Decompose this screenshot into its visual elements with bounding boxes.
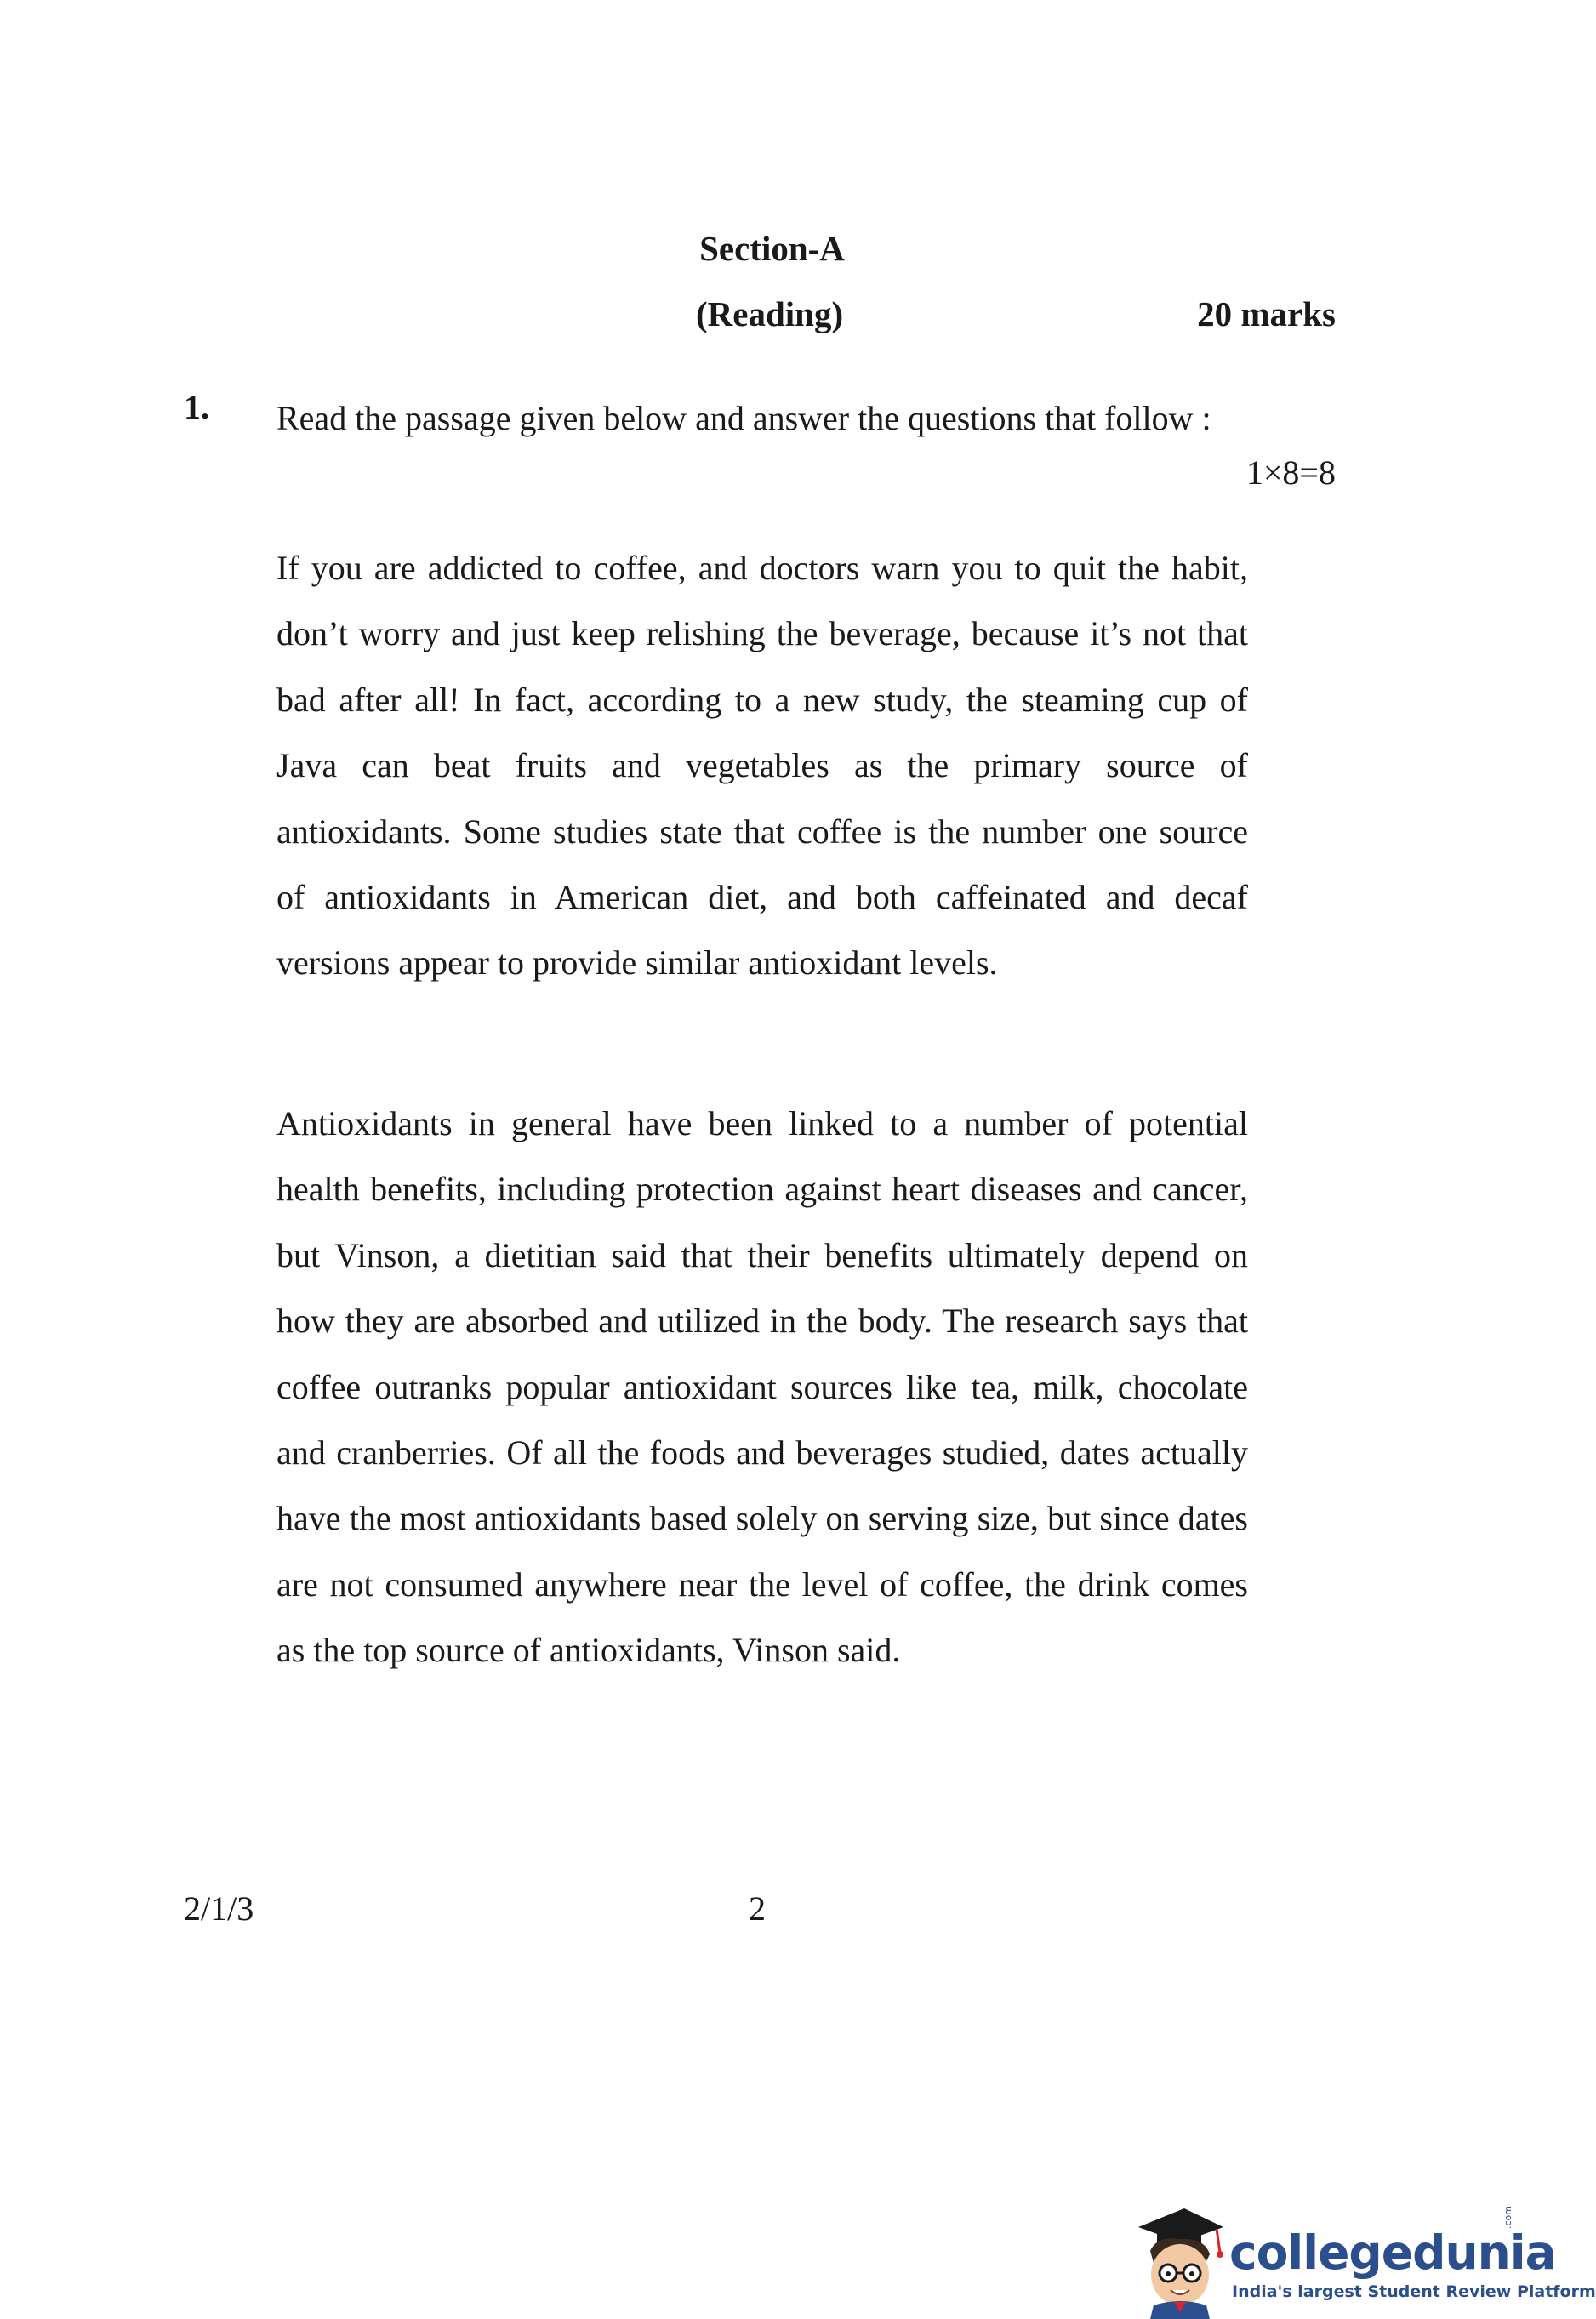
brand-wordmark: collegedunia — [1229, 2225, 1556, 2280]
paper-code: 2/1/3 — [184, 1889, 254, 1928]
passage-paragraph-2: Antioxidants in general have been linked to a number of potential health benefits, including protection against heart diseases and cancer, but Vinson, a dietitian said that their benefits ultimately depend on how they are absorbed and utilized in the body. The research says that coffee outranks popular antioxidant sources like tea, milk, chocolate and cranberries. Of all the foods and beverages studied, dates actually have the most antioxidants based solely on serving size, but since dates are not consumed anywhere near the level of coffee, the drink comes as the top source of antioxidants, Vinson said. — [276, 1104, 1248, 1670]
passage-paragraph-1: If you are addicted to coffee, and doctors warn you to quit the habit, don’t worry and just keep relishing the beverage, because it’s not that bad after all! In fact, according to a new study, the steaming cup of Java can beat fruits and vegetables as the primary source of antioxidants. Some studies state that coffee is the number one source of antioxidants in American diet, and both caffeinated and decaf versions appear to provide similar antioxidant levels. — [276, 549, 1248, 983]
reading-title: (Reading) — [696, 294, 844, 333]
mascot-icon — [1131, 2202, 1225, 2319]
question-number: 1. — [184, 388, 209, 426]
section-title: Section-A — [699, 229, 845, 268]
question-scoring: 1×8=8 — [1245, 453, 1336, 492]
brand-tagline: India's largest Student Review Platform — [1232, 2282, 1596, 2301]
page-number: 2 — [749, 1889, 766, 1928]
brand-dotcom: .com — [1502, 2206, 1513, 2229]
total-marks: 20 marks — [1197, 294, 1336, 333]
collegedunia-logo — [1131, 2193, 1596, 2319]
question-prompt: Read the passage given below and answer the questions that follow : — [276, 399, 1211, 437]
